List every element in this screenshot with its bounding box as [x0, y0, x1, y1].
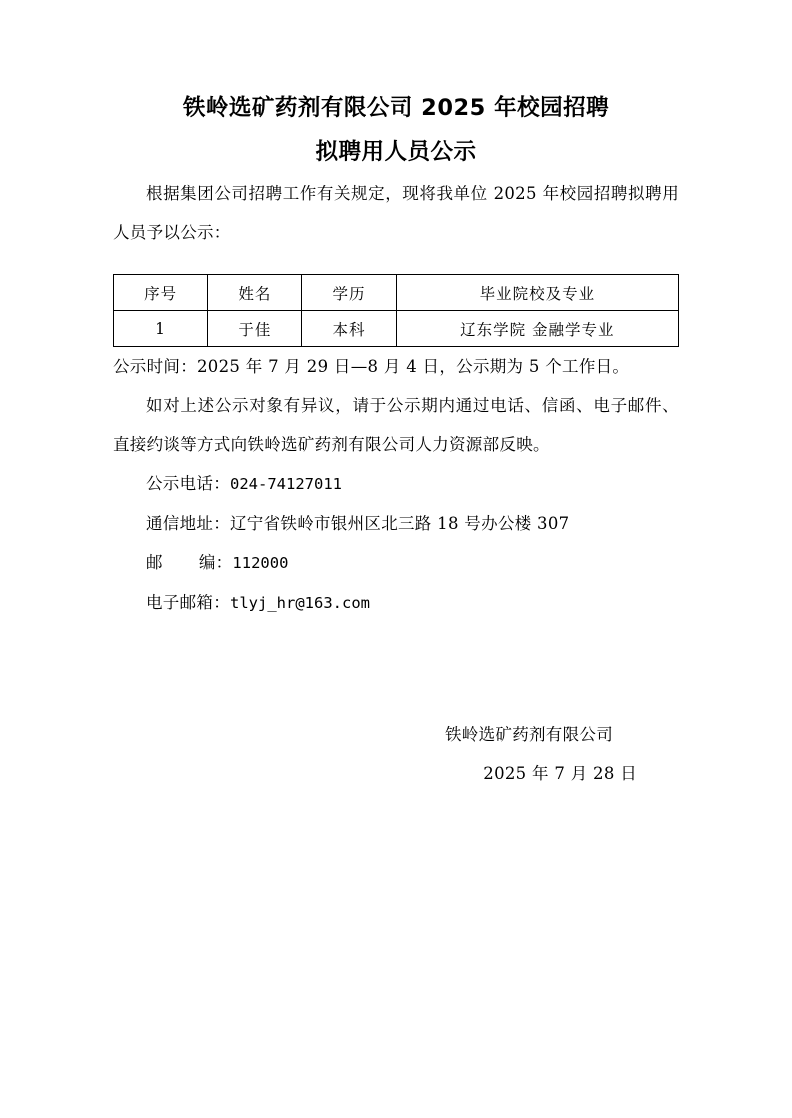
intro-paragraph: 根据集团公司招聘工作有关规定，现将我单位 2025 年校园招聘拟聘用人员予以公示： — [113, 184, 679, 242]
objection-paragraph: 如对上述公示对象有异议，请于公示期内通过电话、信函、电子邮件、直接约谈等方式向铁岭选矿药剂有限公司人力资源部反映。 — [113, 396, 679, 454]
contact-zip-line — [113, 543, 679, 583]
notice-period-paragraph: 公示时间：2025 年 7 月 29 日—8 月 4 日，公示期为 5 个工作日。 — [113, 357, 630, 376]
contact-email-value: tlyj_hr@163.com — [230, 594, 370, 612]
page-title-line-2: 拟聘用人员公示 — [315, 139, 477, 165]
contact-block — [113, 464, 679, 623]
cell-index: 1 — [114, 311, 208, 347]
cell-name: 于佳 — [208, 311, 302, 347]
signature-date: 2025 年 7 月 28 日 — [483, 764, 637, 783]
candidates-table — [113, 274, 679, 347]
contact-zip-value: 112000 — [232, 554, 289, 572]
cell-school: 辽东学院 金融学专业 — [396, 311, 678, 347]
contact-zip-label-start: 邮 — [146, 553, 163, 572]
contact-address-line — [113, 504, 679, 543]
contact-email-line — [113, 583, 679, 623]
table-row — [114, 311, 679, 347]
table-header-index: 序号 — [114, 275, 208, 311]
table-header-school: 毕业院校及专业 — [396, 275, 678, 311]
page-title-line-1: 铁岭选矿药剂有限公司 2025 年校园招聘 — [182, 95, 610, 121]
contact-phone-line — [113, 464, 679, 504]
signature-block — [113, 715, 679, 793]
contact-address-value: 辽宁省铁岭市银州区北三路 18 号办公楼 307 — [230, 514, 570, 533]
contact-address-label: 通信地址： — [146, 514, 230, 533]
document-body — [113, 0, 679, 793]
contact-phone-value: 024-74127011 — [230, 475, 342, 493]
table-header-row — [114, 275, 679, 311]
table-header-education: 学历 — [302, 275, 396, 311]
contact-email-label: 电子邮箱： — [146, 593, 230, 612]
cell-education: 本科 — [302, 311, 396, 347]
contact-zip-label-end: 编： — [198, 553, 233, 572]
signature-org: 铁岭选矿药剂有限公司 — [445, 725, 613, 744]
table-header-name: 姓名 — [208, 275, 302, 311]
contact-phone-label: 公示电话： — [146, 474, 230, 493]
